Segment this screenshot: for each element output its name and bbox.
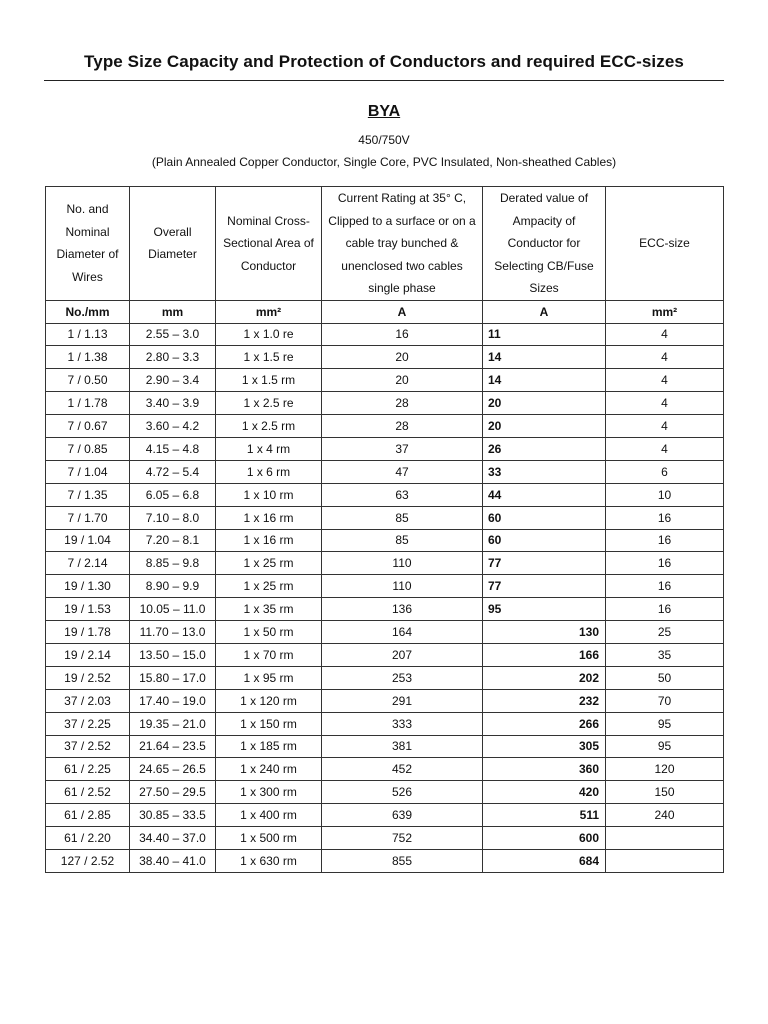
cell-area: 1 x 1.0 re [216,323,322,346]
cell-wires: 61 / 2.85 [46,804,130,827]
table-row [46,415,724,438]
cell-ecc-size: 50 [606,666,724,689]
cell-wires: 37 / 2.25 [46,712,130,735]
cell-ecc-size: 95 [606,735,724,758]
cell-current-rating: 37 [322,437,483,460]
cell-ecc-size: 150 [606,781,724,804]
cell-ecc-size: 16 [606,552,724,575]
cell-current-rating: 85 [322,506,483,529]
cell-overall-diameter: 34.40 – 37.0 [130,827,216,850]
cell-overall-diameter: 6.05 – 6.8 [130,483,216,506]
cell-derated-ampacity: 232 [483,689,606,712]
cell-ecc-size: 4 [606,415,724,438]
cell-current-rating: 291 [322,689,483,712]
table-row [46,483,724,506]
cell-current-rating: 253 [322,666,483,689]
table-row [46,575,724,598]
cell-derated-ampacity: 600 [483,827,606,850]
cell-ecc-size: 120 [606,758,724,781]
cell-wires: 7 / 0.67 [46,415,130,438]
cell-current-rating: 28 [322,392,483,415]
cell-current-rating: 47 [322,460,483,483]
cell-area: 1 x 70 rm [216,643,322,666]
cell-wires: 37 / 2.03 [46,689,130,712]
cell-ecc-size [606,849,724,872]
table-row [46,804,724,827]
cell-area: 1 x 25 rm [216,552,322,575]
cell-ecc-size [606,827,724,850]
cell-overall-diameter: 10.05 – 11.0 [130,598,216,621]
cell-derated-ampacity: 266 [483,712,606,735]
cell-derated-ampacity: 60 [483,506,606,529]
table-row [46,392,724,415]
cell-area: 1 x 16 rm [216,529,322,552]
cell-wires: 7 / 0.50 [46,369,130,392]
cell-wires: 1 / 1.78 [46,392,130,415]
cell-area: 1 x 6 rm [216,460,322,483]
cable-description: (Plain Annealed Copper Conductor, Single Core, PVC Insulated, Non-sheathed Cables) [151,155,617,169]
cell-ecc-size: 16 [606,506,724,529]
cell-derated-ampacity: 305 [483,735,606,758]
unit-area: mm² [216,300,322,323]
cell-derated-ampacity: 511 [483,804,606,827]
cell-ecc-size: 70 [606,689,724,712]
cell-area: 1 x 185 rm [216,735,322,758]
cell-ecc-size: 16 [606,529,724,552]
cell-overall-diameter: 21.64 – 23.5 [130,735,216,758]
cell-overall-diameter: 4.15 – 4.8 [130,437,216,460]
cell-ecc-size: 4 [606,392,724,415]
cell-overall-diameter: 13.50 – 15.0 [130,643,216,666]
cell-current-rating: 207 [322,643,483,666]
cell-current-rating: 16 [322,323,483,346]
cell-overall-diameter: 2.55 – 3.0 [130,323,216,346]
cell-ecc-size: 4 [606,437,724,460]
cell-ecc-size: 95 [606,712,724,735]
cell-wires: 7 / 1.04 [46,460,130,483]
cell-area: 1 x 1.5 re [216,346,322,369]
title-divider [44,80,724,81]
cell-ecc-size: 240 [606,804,724,827]
header-cross-sectional-area: Nominal Cross-Sectional Area of Conductor [216,187,322,301]
cell-ecc-size: 16 [606,598,724,621]
cell-overall-diameter: 30.85 – 33.5 [130,804,216,827]
cell-ecc-size: 16 [606,575,724,598]
cell-overall-diameter: 2.80 – 3.3 [130,346,216,369]
cell-ecc-size: 25 [606,621,724,644]
cell-overall-diameter: 15.80 – 17.0 [130,666,216,689]
cell-derated-ampacity: 33 [483,460,606,483]
cell-overall-diameter: 2.90 – 3.4 [130,369,216,392]
table-row [46,666,724,689]
cell-wires: 1 / 1.38 [46,346,130,369]
cell-derated-ampacity: 202 [483,666,606,689]
unit-wires: No./mm [46,300,130,323]
cell-current-rating: 20 [322,369,483,392]
cell-derated-ampacity: 14 [483,346,606,369]
cell-overall-diameter: 19.35 – 21.0 [130,712,216,735]
cell-derated-ampacity: 20 [483,392,606,415]
cell-current-rating: 164 [322,621,483,644]
cell-wires: 7 / 1.70 [46,506,130,529]
cell-derated-ampacity: 95 [483,598,606,621]
cell-wires: 7 / 2.14 [46,552,130,575]
cell-derated-ampacity: 684 [483,849,606,872]
cell-wires: 61 / 2.25 [46,758,130,781]
table-body [46,323,724,872]
cell-derated-ampacity: 20 [483,415,606,438]
cell-overall-diameter: 4.72 – 5.4 [130,460,216,483]
conductor-table [45,186,724,873]
cell-overall-diameter: 38.40 – 41.0 [130,849,216,872]
header-wires: No. and Nominal Diameter of Wires [46,187,130,301]
cell-derated-ampacity: 420 [483,781,606,804]
cell-derated-ampacity: 11 [483,323,606,346]
cell-current-rating: 136 [322,598,483,621]
cell-derated-ampacity: 77 [483,552,606,575]
cell-overall-diameter: 11.70 – 13.0 [130,621,216,644]
cell-overall-diameter: 7.10 – 8.0 [130,506,216,529]
cell-wires: 1 / 1.13 [46,323,130,346]
cell-area: 1 x 2.5 rm [216,415,322,438]
cell-wires: 19 / 1.04 [46,529,130,552]
table-row [46,437,724,460]
unit-rating: A [322,300,483,323]
cell-derated-ampacity: 166 [483,643,606,666]
table-row [46,689,724,712]
cell-ecc-size: 6 [606,460,724,483]
cell-area: 1 x 120 rm [216,689,322,712]
table-row [46,346,724,369]
cell-current-rating: 526 [322,781,483,804]
cell-ecc-size: 35 [606,643,724,666]
table-row [46,758,724,781]
header-derated-ampacity: Derated value of Ampacity of Conductor for Selecting CB/Fuse Sizes [483,187,606,301]
cell-derated-ampacity: 130 [483,621,606,644]
table-row [46,735,724,758]
table-row [46,712,724,735]
cell-wires: 127 / 2.52 [46,849,130,872]
cell-overall-diameter: 7.20 – 8.1 [130,529,216,552]
page-title: Type Size Capacity and Protection of Conductors and required ECC-sizes [84,52,684,71]
cell-area: 1 x 35 rm [216,598,322,621]
cell-current-rating: 63 [322,483,483,506]
cell-derated-ampacity: 44 [483,483,606,506]
cell-overall-diameter: 3.60 – 4.2 [130,415,216,438]
cell-derated-ampacity: 77 [483,575,606,598]
table-row [46,827,724,850]
cell-overall-diameter: 24.65 – 26.5 [130,758,216,781]
cell-wires: 7 / 0.85 [46,437,130,460]
cell-overall-diameter: 17.40 – 19.0 [130,689,216,712]
cell-current-rating: 381 [322,735,483,758]
cell-area: 1 x 4 rm [216,437,322,460]
cell-current-rating: 110 [322,575,483,598]
cell-area: 1 x 500 rm [216,827,322,850]
cell-wires: 19 / 1.53 [46,598,130,621]
cell-derated-ampacity: 26 [483,437,606,460]
table-row [46,643,724,666]
cell-overall-diameter: 27.50 – 29.5 [130,781,216,804]
header-current-rating: Current Rating at 35° C, Clipped to a surface or on a cable tray bunched & unenclosed two cables single phase [322,187,483,301]
column-description-row [46,187,724,301]
cell-derated-ampacity: 360 [483,758,606,781]
cell-wires: 19 / 2.52 [46,666,130,689]
cell-area: 1 x 240 rm [216,758,322,781]
cell-ecc-size: 4 [606,346,724,369]
table-row [46,781,724,804]
table-row [46,460,724,483]
cell-current-rating: 20 [322,346,483,369]
table-row [46,529,724,552]
cell-area: 1 x 2.5 re [216,392,322,415]
voltage-rating: 450/750V [358,133,410,147]
cell-current-rating: 333 [322,712,483,735]
unit-derated: A [483,300,606,323]
cell-current-rating: 855 [322,849,483,872]
cable-code: BYA [367,103,401,120]
cell-overall-diameter: 8.90 – 9.9 [130,575,216,598]
cell-ecc-size: 4 [606,323,724,346]
cell-area: 1 x 25 rm [216,575,322,598]
cell-wires: 19 / 1.30 [46,575,130,598]
cell-wires: 19 / 1.78 [46,621,130,644]
table-row [46,552,724,575]
cell-area: 1 x 95 rm [216,666,322,689]
cell-derated-ampacity: 14 [483,369,606,392]
cell-wires: 61 / 2.52 [46,781,130,804]
table-row [46,369,724,392]
cell-current-rating: 752 [322,827,483,850]
cell-area: 1 x 150 rm [216,712,322,735]
cell-wires: 37 / 2.52 [46,735,130,758]
table-row [46,598,724,621]
cell-wires: 19 / 2.14 [46,643,130,666]
cell-ecc-size: 4 [606,369,724,392]
header-ecc-size: ECC-size [606,187,724,301]
cell-current-rating: 110 [322,552,483,575]
cell-current-rating: 452 [322,758,483,781]
table-row [46,506,724,529]
header-overall-diameter: Overall Diameter [130,187,216,301]
cell-area: 1 x 1.5 rm [216,369,322,392]
cell-current-rating: 85 [322,529,483,552]
table-row [46,323,724,346]
cell-wires: 61 / 2.20 [46,827,130,850]
cell-overall-diameter: 8.85 – 9.8 [130,552,216,575]
cell-area: 1 x 10 rm [216,483,322,506]
cell-wires: 7 / 1.35 [46,483,130,506]
cell-area: 1 x 16 rm [216,506,322,529]
cell-area: 1 x 400 rm [216,804,322,827]
cell-current-rating: 28 [322,415,483,438]
unit-ecc: mm² [606,300,724,323]
cell-overall-diameter: 3.40 – 3.9 [130,392,216,415]
cell-derated-ampacity: 60 [483,529,606,552]
units-row [46,300,724,323]
unit-diameter: mm [130,300,216,323]
cell-area: 1 x 630 rm [216,849,322,872]
table-row [46,849,724,872]
cell-ecc-size: 10 [606,483,724,506]
cell-area: 1 x 50 rm [216,621,322,644]
cell-area: 1 x 300 rm [216,781,322,804]
table-row [46,621,724,644]
cell-current-rating: 639 [322,804,483,827]
